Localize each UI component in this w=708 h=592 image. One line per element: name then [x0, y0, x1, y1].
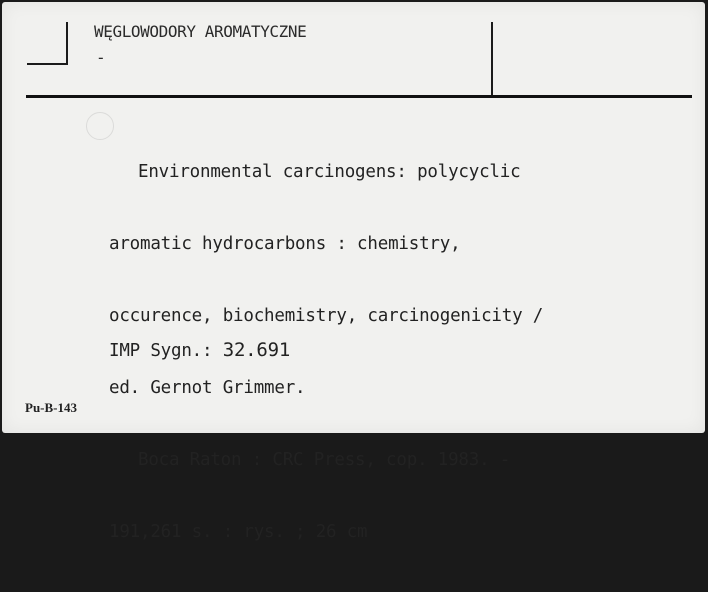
entry-line: aromatic hydrocarbons : chemistry, — [109, 234, 461, 254]
corner-mark-horizontal — [27, 63, 68, 65]
call-number-label: IMP Sygn.: — [109, 341, 213, 361]
entry-line: occurence, biochemistry, carcinogenicity / — [109, 306, 544, 326]
subject-heading: WĘGLOWODORY AROMATYCZNE — [94, 22, 307, 41]
entry-line: Boca Raton : CRC Press, cop. 1983. - — [138, 450, 511, 470]
entry-line: 191,261 s. : rys. ; 26 cm — [109, 522, 368, 542]
catalog-card — [2, 2, 705, 542]
subject-dash: - — [96, 48, 106, 67]
header-divider — [491, 22, 493, 97]
reference-code: Pu-B-143 — [25, 400, 77, 415]
corner-mark-vertical — [66, 22, 68, 65]
main-rule — [26, 95, 692, 98]
call-number — [109, 339, 290, 361]
entry-line: Environmental carcinogens: polycyclic — [138, 162, 521, 182]
call-number-value: 32.691 — [222, 339, 291, 361]
entry-line: ed. Gernot Grimmer. — [109, 378, 306, 398]
